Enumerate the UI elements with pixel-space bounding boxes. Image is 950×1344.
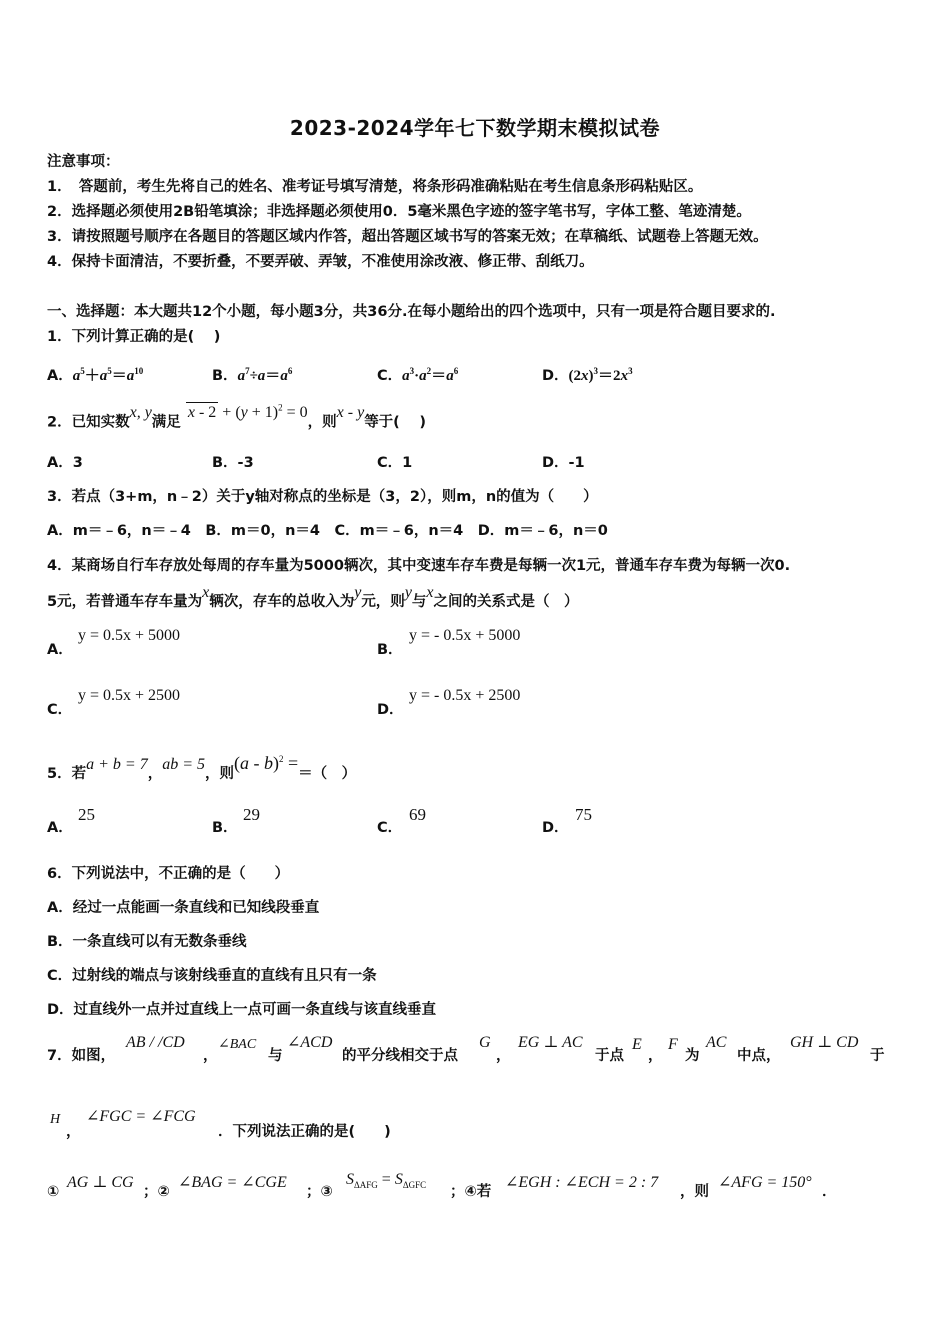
q1-option-a: A．$a^5+a^5=a^{10}$ <box>47 366 144 384</box>
q5-label-a: A． <box>47 820 73 836</box>
q5-label-d: D． <box>542 820 569 836</box>
q7-gh-perp-cd: GH ⊥ CD <box>790 1034 859 1051</box>
q7-s1: ① <box>47 1184 60 1200</box>
q1-option-b: B．$a^7\div a=a^6$ <box>212 366 293 384</box>
q7-mid: 中点， <box>737 1048 781 1064</box>
notice-item-4: 4．保持卡面清洁，不要折叠，不要弄破、弄皱，不准使用涂改液、修正带、刮纸刀。 <box>47 254 594 270</box>
q2-end: 等于( ) <box>364 414 426 431</box>
q7-comma-1: ， <box>203 1048 218 1064</box>
q7-statement-1: AG ⊥ CG <box>67 1174 134 1191</box>
q7-p1: 7．如图， <box>47 1048 116 1064</box>
q4-label-c: C． <box>47 702 73 718</box>
q4-expr-d: y = - 0.5x + 2500 <box>409 687 521 704</box>
q2-option-b: B．-3 <box>212 455 254 471</box>
q1-label-a: A． <box>47 368 73 384</box>
q6-option-c: C．过射线的端点与该射线垂直的直线有且只有一条 <box>47 968 377 984</box>
q7-p2: 的平分线相交于点 <box>342 1048 458 1064</box>
q7-f: F <box>668 1036 678 1053</box>
q1-option-d: D．$(2x)^3=2x^3$ <box>542 366 633 384</box>
q4-expr-c: y = 0.5x + 2500 <box>78 687 181 704</box>
q7-h: H <box>50 1112 61 1127</box>
q7-s2: ；② <box>143 1184 170 1200</box>
q5-p3: ＝（ ） <box>298 766 357 782</box>
q5-value-d: 75 <box>575 805 592 824</box>
section-heading: 一、选择题：本大题共12个小题，每小题3分，共36分.在每小题给出的四个选项中，只有一项是符合题目要求的. <box>47 304 776 320</box>
q7-ab-cd: AB / /CD <box>126 1034 185 1051</box>
q7-g: G <box>479 1034 491 1051</box>
q4-line2: 5元，若普通车存车量为x辆次，存车的总收入为y元，则y与x之间的关系式是（ ） <box>47 584 579 610</box>
q6-option-a: A．经过一点能画一条直线和已知线段垂直 <box>47 900 320 916</box>
q7-p4: ．下列说法正确的是( ) <box>218 1124 391 1140</box>
q5-label-c: C． <box>377 820 403 836</box>
q4-expr-a: y = 0.5x + 5000 <box>78 627 181 644</box>
q2-option-c: C．1 <box>377 455 413 471</box>
q7-statement-3: $S_{\Delta AFG} = S_{\Delta GFC}$ <box>346 1171 427 1190</box>
q1-option-c: C．$a^3\cdot a^2=a^6$ <box>377 366 459 384</box>
q2-vars: x, y <box>129 404 152 422</box>
q5-label-b: B． <box>212 820 238 836</box>
q3-options: A．m＝﹣6，n＝﹣4 B．m＝0，n＝4 C．m＝﹣6，n＝4 D．m＝﹣6，n＝0 <box>47 523 608 539</box>
q7-fgc-eq-fcg: ∠FGC = ∠FCG <box>86 1108 196 1125</box>
q7-eg-perp-ac: EG ⊥ AC <box>518 1034 583 1051</box>
q4-p3: 元，则 <box>361 594 405 610</box>
q5-value-a: 25 <box>78 805 95 824</box>
q2-option-d: D．-1 <box>542 455 585 471</box>
q2-expr: x - y <box>336 404 365 422</box>
q7-bac: ∠BAC <box>218 1037 257 1052</box>
q2-num: 2．已知实数 <box>47 414 130 431</box>
q7-wei: 为 <box>685 1048 700 1064</box>
q5-p1: 5．若 <box>47 766 87 782</box>
notice-item-2: 2．选择题必须使用2B铅笔填涂；非选择题必须使用0．5毫米黑色字迹的签字笔书写，字体工整、笔迹清楚。 <box>47 204 751 220</box>
q2-option-a: A．3 <box>47 455 83 471</box>
q5-cond1: a + b = 7 <box>86 756 148 773</box>
q6-option-b: B．一条直线可以有无数条垂线 <box>47 934 247 950</box>
q7-s6: ． <box>822 1184 837 1200</box>
q5-value-c: 69 <box>409 805 426 824</box>
q1-label-c: C． <box>377 368 403 384</box>
q2-mid: 满足 <box>151 414 181 431</box>
q7-statement-2: ∠BAG = ∠CGE <box>178 1174 287 1191</box>
q7-s4: ；④若 <box>450 1184 492 1200</box>
q4-p1: 5元，若普通车存车量为 <box>47 594 203 610</box>
q1-stem: 1．下列计算正确的是( ) <box>47 329 221 345</box>
q7-e: E <box>632 1036 642 1053</box>
notice-item-3: 3．请按照题号顺序在各题目的答题区域内作答，超出答题区域书写的答案无效；在草稿纸、试题卷上答题无效。 <box>47 229 768 245</box>
notice-heading: 注意事项： <box>47 154 120 170</box>
q3-stem: 3．若点（3+m，n﹣2）关于y轴对称点的坐标是（3，2），则m，n的值为（ ） <box>47 489 598 505</box>
q5-value-b: 29 <box>243 805 260 824</box>
q5-stem: 5．若a + b = 7，ab = 5，则(a - b)$^2$ =＝（ ） <box>47 753 357 782</box>
notice-item-1: 1． 答题前，考生先将自己的姓名、准考证号填写清楚，将条形码准确粘贴在考生信息条形码粘贴区。 <box>47 179 703 195</box>
q7-comma-4: ， <box>66 1124 81 1140</box>
q7-conclusion: ∠AFG = 150° <box>718 1174 812 1191</box>
q7-ac: AC <box>706 1034 727 1051</box>
q7-s5: ，则 <box>680 1184 709 1200</box>
q7-comma-2: ， <box>496 1048 511 1064</box>
q2-stem <box>47 403 426 432</box>
q7-p3: 于点 <box>595 1048 624 1064</box>
q4-label-d: D． <box>377 702 404 718</box>
q7-s3: ；③ <box>306 1184 333 1200</box>
q1-label-d: D． <box>542 368 569 384</box>
q7-yu2: 于 <box>870 1048 885 1064</box>
q5-sep: ， <box>147 766 163 782</box>
q6-option-d: D．过直线外一点并过直线上一点可画一条直线与该直线垂直 <box>47 1002 437 1018</box>
q4-line1: 4．某商场自行车存放处每周的存车量为5000辆次，其中变速车存车费是每辆一次1元，普通车存车费为每辆一次0. <box>47 558 791 574</box>
q4-p2: 辆次，存车的总收入为 <box>209 594 355 610</box>
q2-condition: $x - 2 + (y + 1)^2 = 0$ <box>187 403 308 422</box>
q4-label-b: B． <box>377 642 403 658</box>
q4-expr-b: y = - 0.5x + 5000 <box>409 627 521 644</box>
q4-label-a: A． <box>47 642 73 658</box>
q7-yu: 与 <box>268 1048 283 1064</box>
q6-stem: 6．下列说法中，不正确的是（ ） <box>47 866 290 882</box>
q4-p5: 之间的关系式是（ ） <box>433 594 579 610</box>
q4-p4: 与 <box>411 594 427 610</box>
q5-p2: ，则 <box>204 766 234 782</box>
q7-statement-4: ∠EGH : ∠ECH = 2 : 7 <box>505 1174 659 1191</box>
page-title: 2023-2024学年七下数学期末模拟试卷 <box>289 116 661 140</box>
q7-acd: ∠ACD <box>287 1034 333 1051</box>
q2-then: ，则 <box>307 414 337 431</box>
q7-comma-3: ， <box>648 1048 663 1064</box>
q5-cond2: ab = 5 <box>162 756 205 773</box>
q1-label-b: B． <box>212 368 238 384</box>
